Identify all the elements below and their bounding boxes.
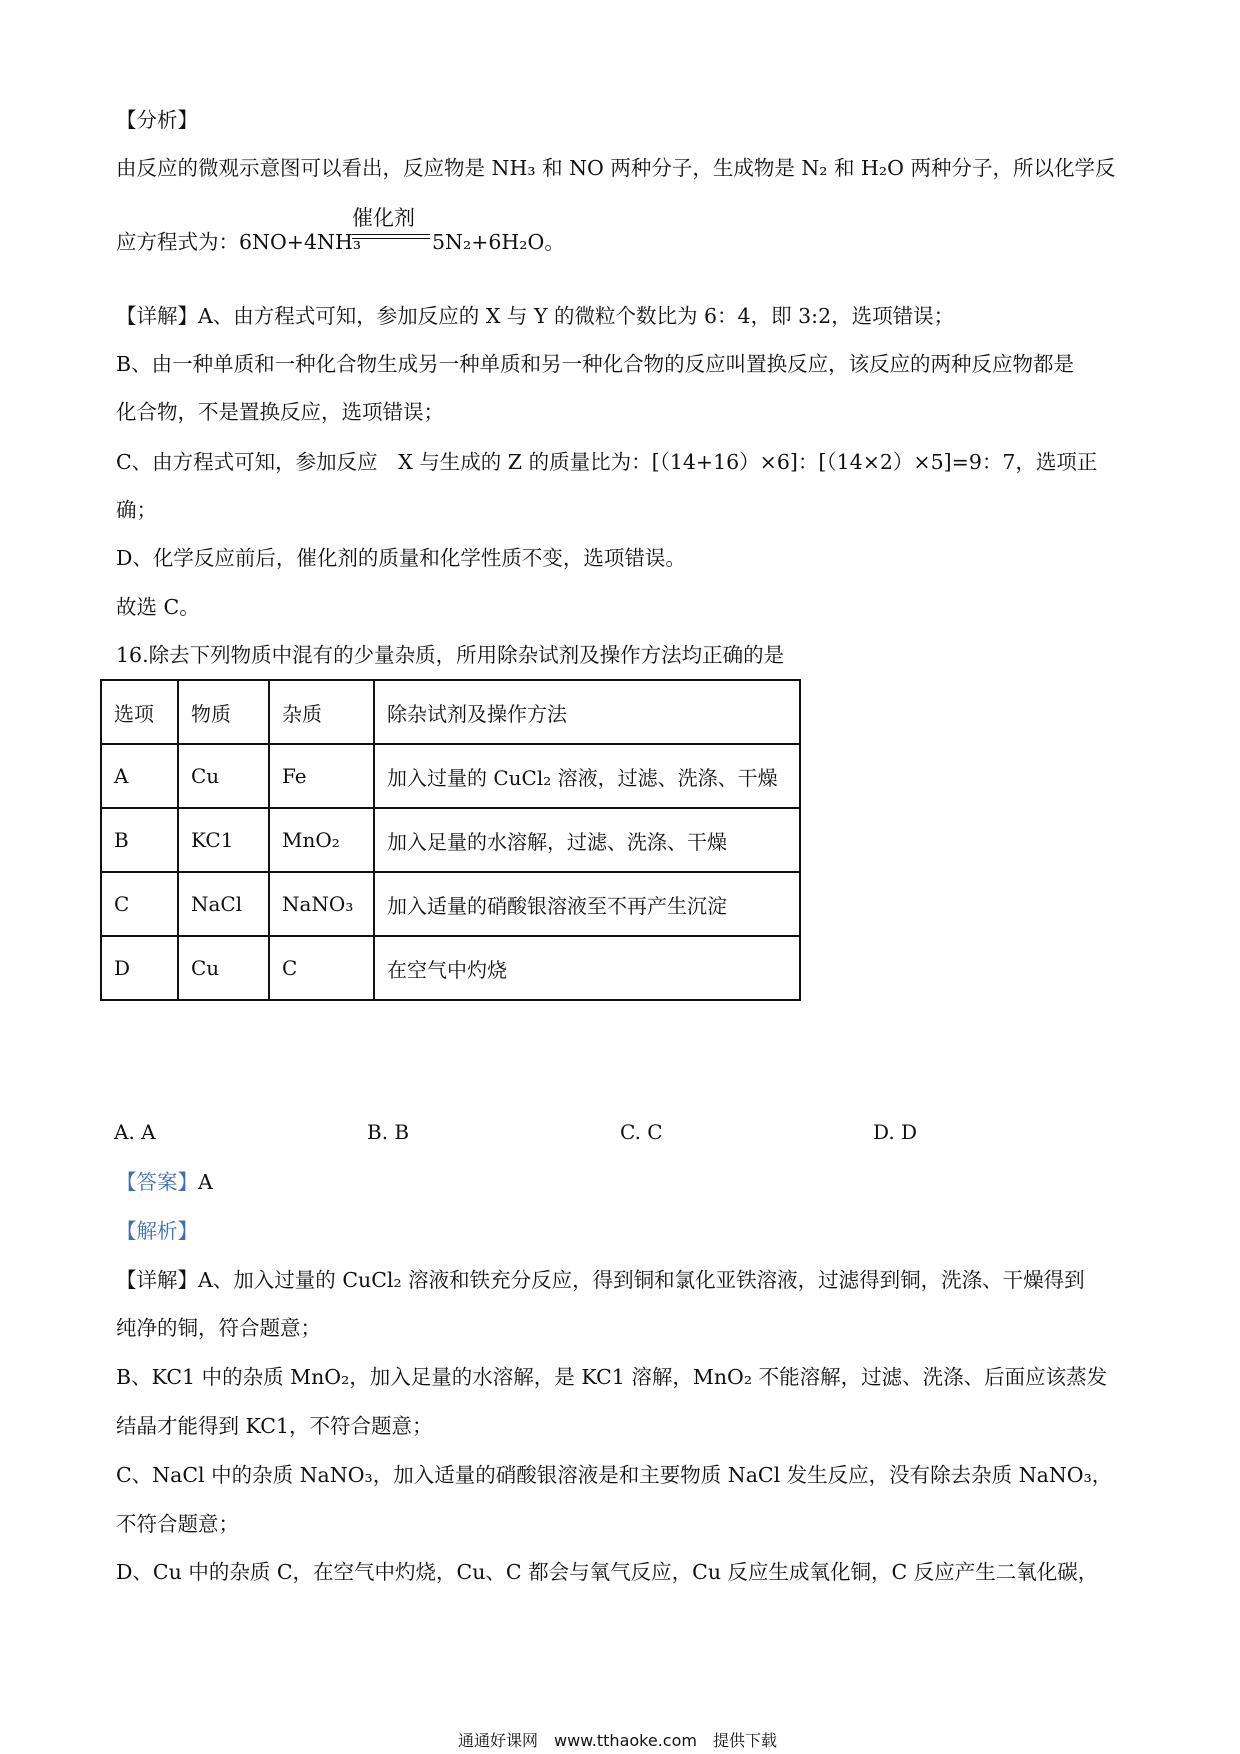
choice-c: C. C	[620, 1120, 663, 1144]
detail1-line-c1: C、由方程式可知，参加反应 X 与生成的 Z 的质量比为：[（14+16）×6]：[（14×2）×5]=9：7，选项正	[116, 450, 1098, 474]
equation-line	[116, 228, 361, 256]
table-cell: NaNO₃	[269, 872, 374, 936]
table-cell: C	[269, 936, 374, 1000]
analysis-paragraph-line1: 由反应的微观示意图可以看出，反应物是 NH₃ 和 NO 两种分子，生成物是 N₂ 和 H₂O 两种分子，所以化学反	[116, 156, 1116, 180]
detail2-line-d1: D、Cu 中的杂质 C，在空气中灼烧，Cu、C 都会与氧气反应，Cu 反应生成氧化铜，C 反应产生二氧化碳，	[116, 1560, 1099, 1584]
table-cell: 加入足量的水溶解，过滤、洗涤、干燥	[374, 808, 800, 872]
equals-bar-top	[352, 234, 430, 235]
question-16: 16.除去下列物质中混有的少量杂质，所用除杂试剂及操作方法均正确的是	[116, 643, 785, 667]
detail2-line-a2: 纯净的铜，符合题意；	[116, 1316, 321, 1340]
detail1-line-c2: 确；	[116, 498, 157, 522]
table-cell: Cu	[178, 744, 269, 808]
detail2-line-b2: 结晶才能得到 KC1，不符合题意；	[116, 1414, 433, 1438]
detail1-line-b1: B、由一种单质和一种化合物生成另一种单质和另一种化合物的反应叫置换反应，该反应的两种反应物都是	[116, 352, 1075, 376]
detail1-a-text: A、由方程式可知，参加反应的 X 与 Y 的微粒个数比为 6：4，即 3:2，选项错误；	[198, 304, 955, 328]
detail1-tag: 【详解】	[116, 304, 198, 328]
detail2-tag: 【详解】	[116, 1268, 198, 1292]
table-row	[101, 808, 800, 872]
choice-a: A. A	[114, 1120, 156, 1144]
choice-b: B. B	[367, 1120, 410, 1144]
page-footer: 通通好课网 www.tthaoke.com 提供下载	[458, 1731, 777, 1750]
detail2-line-b1: B、KC1 中的杂质 MnO₂，加入足量的水溶解，是 KC1 溶解，MnO₂ 不能溶解，过滤、洗涤、后面应该蒸发	[116, 1365, 1108, 1389]
table-row	[101, 872, 800, 936]
answer-tag: 【答案】	[116, 1170, 198, 1194]
table-cell: D	[101, 936, 178, 1000]
answer-line	[116, 1168, 213, 1196]
table-row	[101, 936, 800, 1000]
choice-d: D. D	[873, 1120, 918, 1144]
table-row	[101, 744, 800, 808]
table-header-row	[101, 680, 800, 744]
table-cell: A	[101, 744, 178, 808]
catalyst-label: 催化剂	[352, 206, 415, 230]
table-cell: MnO₂	[269, 808, 374, 872]
table-cell: 加入过量的 CuCl₂ 溶液，过滤、洗涤、干燥	[374, 744, 800, 808]
detail1-line-a	[116, 302, 954, 330]
analysis-heading: 【分析】	[116, 108, 198, 132]
detail2-line-a1	[116, 1266, 1085, 1294]
table-cell: B	[101, 808, 178, 872]
equation-reactants: 6NO+4NH₃	[239, 230, 362, 254]
detail1-line-d: D、化学反应前后，催化剂的质量和化学性质不变，选项错误。	[116, 546, 686, 570]
detail1-conclusion: 故选 C。	[116, 595, 200, 619]
catalyst-arrow	[352, 204, 432, 244]
equals-bar-bottom	[352, 238, 430, 239]
detail1-line-b2: 化合物，不是置换反应，选项错误；	[116, 400, 444, 424]
table-cell: Cu	[178, 936, 269, 1000]
explanation-tag: 【解析】	[116, 1219, 198, 1243]
header-impurity: 杂质	[269, 680, 374, 744]
detail2-line-c2: 不符合题意；	[116, 1512, 239, 1536]
header-option: 选项	[101, 680, 178, 744]
table-cell: 在空气中灼烧	[374, 936, 800, 1000]
answer-value: A	[198, 1170, 213, 1194]
table-cell: NaCl	[178, 872, 269, 936]
table-cell: C	[101, 872, 178, 936]
equation-products: 5N₂+6H₂O。	[432, 230, 565, 254]
detail2-a1-text: A、加入过量的 CuCl₂ 溶液和铁充分反应，得到铜和氯化亚铁溶液，过滤得到铜，洗涤、干燥得到	[198, 1268, 1085, 1292]
table-cell: KC1	[178, 808, 269, 872]
table-cell: 加入适量的硝酸银溶液至不再产生沉淀	[374, 872, 800, 936]
header-method: 除杂试剂及操作方法	[374, 680, 800, 744]
detail2-line-c1: C、NaCl 中的杂质 NaNO₃，加入适量的硝酸银溶液是和主要物质 NaCl 发生反应，没有除去杂质 NaNO₃，	[116, 1463, 1113, 1487]
table-cell: Fe	[269, 744, 374, 808]
purification-table	[100, 679, 801, 1001]
header-substance: 物质	[178, 680, 269, 744]
equation-prefix: 应方程式为：	[116, 230, 239, 254]
